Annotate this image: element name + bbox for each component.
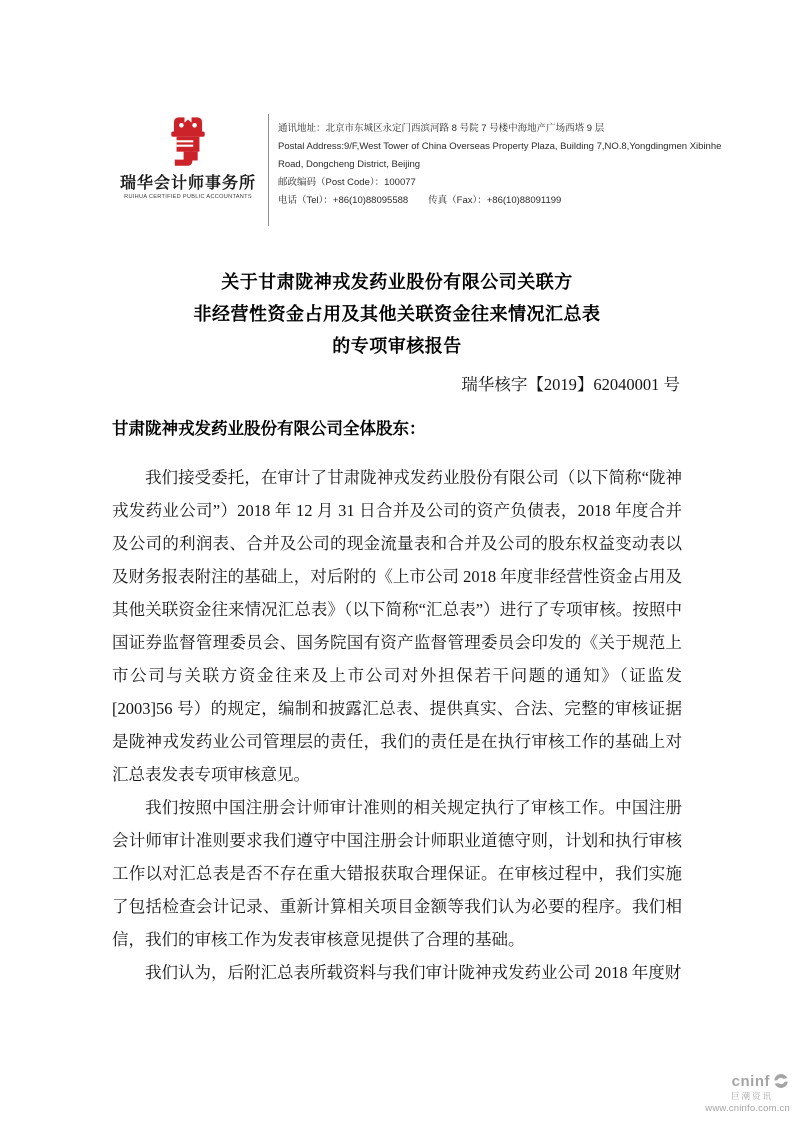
contact-fax: 传真（Fax）：+86(10)88091199 [428,195,562,206]
contact-post-code: 邮政编码（Post Code）：100077 [278,177,416,188]
firm-name-cn: 瑞华会计师事务所 [119,175,256,192]
firm-brand [118,112,258,226]
report-title [112,266,682,362]
ruihua-emblem-icon [166,114,210,170]
cninfo-swirl-icon [772,1072,790,1090]
contact-address-cn: 通讯地址：北京市东城区永定门西滨河路 8 号院 7 号楼中海地产广场西塔 9 层 [278,123,605,134]
salutation: 甘肃陇神戎发药业股份有限公司全体股东： [112,419,426,438]
report-title-line-3: 的专项审核报告 [332,336,462,356]
paragraph-1: 我们接受委托，在审计了甘肃陇神戎发药业股份有限公司（以下简称“陇神戎发药业公司”）2018 年 12 月 31 日合并及公司的资产负债表，2018 年度合并及公司的利润表、合并及公司的现金流量表和合并及公司的股东权益变动表以及财务报表附注的基础上，对后附的《上市公司 2018 年度非经营性资金占用及其他关联资金往来情况汇总表》（以下简称“汇总表”）进行了专项审核。按照中国证券监督管理委员会、国务院国有资产监督管理委员会印发的《关于规范上市公司与关联方资金往来及上市公司对外担保若干问题的通知》（证监发[2003]56 号）的规定，编制和披露汇总表、提供真实、合法、完整的审核证据是陇神戎发药业公司管理层的责任，我们的责任是在执行审核工作的基础上对汇总表发表专项审核意见。 [112,468,682,784]
contact-tel-fax [278,192,708,210]
cninfo-logo-text: cninf [731,1072,770,1090]
cninfo-watermark [705,1072,790,1113]
reference-number: 瑞华核字【2019】62040001 号 [461,375,680,394]
cninfo-name-cn: 巨潮资讯 [730,1091,773,1101]
contact-address-en-1: Postal Address:9/F,West Tower of China Overseas Property Plaza, Building 7,NO.8,Yongdingmen Xibinhe [278,141,722,152]
contact-address-en-2: Road, Dongcheng District, Beijing [278,159,421,170]
report-title-line-2: 非经营性资金占用及其他关联资金往来情况汇总表 [193,304,601,324]
cninfo-url: www.cninfo.com.cn [705,1102,790,1114]
letterhead [118,112,722,226]
contact-tel: 电话（Tel）：+86(10)88095588 [278,195,409,206]
firm-name-en: RUIHUA CERTIFIED PUBLIC ACCOUNTANTS [124,194,252,200]
paragraph-2: 我们按照中国注册会计师审计准则的相关规定执行了审核工作。中国注册会计师审计准则要求我们遵守中国注册会计师职业道德守则，计划和执行审核工作以对汇总表是否不存在重大错报获取合理保证。在审核过程中，我们实施了包括检查会计记录、重新计算相关项目金额等我们认为必要的程序。我们相信，我们的审核工作为发表审核意见提供了合理的基础。 [112,798,682,949]
letterhead-divider [268,114,269,226]
contact-block [278,112,722,226]
report-title-line-1: 关于甘肃陇神戎发药业股份有限公司关联方 [221,272,573,292]
cninfo-logo [705,1072,790,1090]
report-body [112,266,682,989]
paragraph-3: 我们认为，后附汇总表所载资料与我们审计陇神戎发药业公司 2018 年度财 [145,963,682,982]
